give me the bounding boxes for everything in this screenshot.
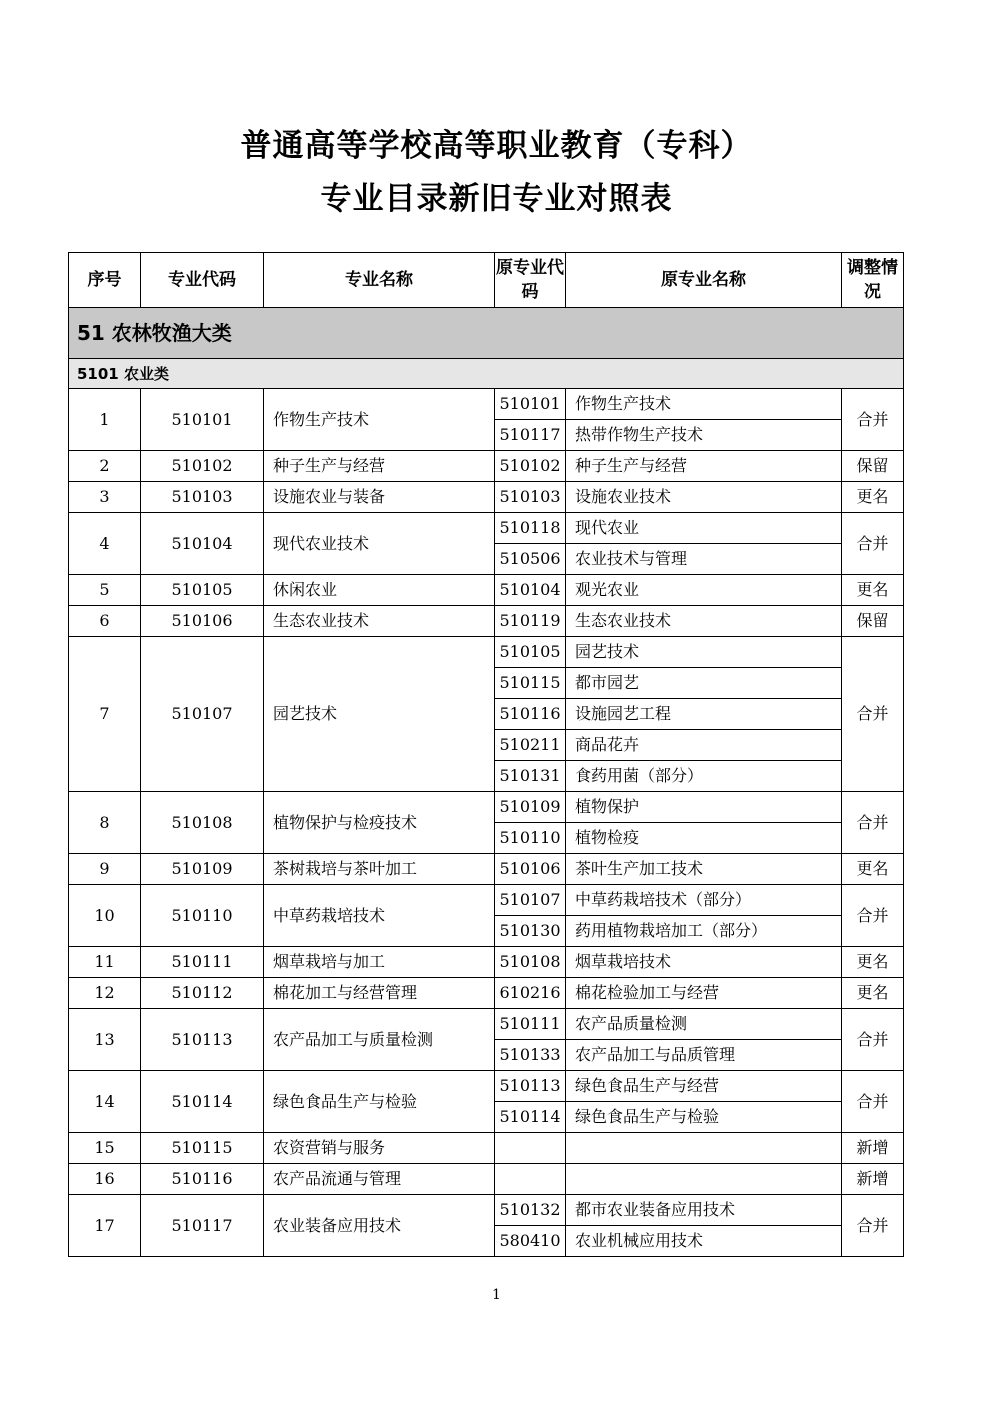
old-name-cell: 烟草栽培技术	[566, 947, 842, 978]
code-cell: 510115	[141, 1133, 264, 1164]
old-name-cell: 作物生产技术	[566, 389, 842, 420]
old-name-cell: 设施农业技术	[566, 482, 842, 513]
subcategory-label: 5101 农业类	[69, 359, 904, 389]
code-cell: 510106	[141, 606, 264, 637]
old-code-cell: 510111	[495, 1009, 566, 1040]
table-header-row	[69, 253, 904, 308]
seq-cell: 11	[69, 947, 141, 978]
status-cell: 合并	[842, 513, 904, 575]
seq-cell: 1	[69, 389, 141, 451]
old-name-cell: 食药用菌（部分）	[566, 761, 842, 792]
status-cell: 更名	[842, 482, 904, 513]
table-row	[69, 978, 904, 1009]
code-cell: 510112	[141, 978, 264, 1009]
table-row	[69, 1195, 904, 1226]
old-code-cell: 510102	[495, 451, 566, 482]
table-row	[69, 947, 904, 978]
code-cell: 510101	[141, 389, 264, 451]
status-cell: 更名	[842, 978, 904, 1009]
old-name-cell: 药用植物栽培加工（部分）	[566, 916, 842, 947]
old-code-cell: 510115	[495, 668, 566, 699]
major-comparison-table	[68, 252, 904, 1257]
old-name-cell: 中草药栽培技术（部分）	[566, 885, 842, 916]
name-cell: 农业装备应用技术	[264, 1195, 495, 1257]
code-cell: 510105	[141, 575, 264, 606]
code-cell: 510109	[141, 854, 264, 885]
name-cell: 种子生产与经营	[264, 451, 495, 482]
old-code-cell: 510101	[495, 389, 566, 420]
old-name-cell: 观光农业	[566, 575, 842, 606]
table-row	[69, 1071, 904, 1102]
code-cell: 510108	[141, 792, 264, 854]
table-row	[69, 575, 904, 606]
seq-cell: 5	[69, 575, 141, 606]
status-cell: 新增	[842, 1133, 904, 1164]
table-row	[69, 451, 904, 482]
old-code-cell: 510105	[495, 637, 566, 668]
name-cell: 绿色食品生产与检验	[264, 1071, 495, 1133]
old-name-cell: 都市园艺	[566, 668, 842, 699]
old-name-cell: 都市农业装备应用技术	[566, 1195, 842, 1226]
status-cell: 合并	[842, 389, 904, 451]
table-row	[69, 792, 904, 823]
old-code-cell: 510113	[495, 1071, 566, 1102]
old-name-cell: 热带作物生产技术	[566, 420, 842, 451]
seq-cell: 15	[69, 1133, 141, 1164]
old-code-cell: 510106	[495, 854, 566, 885]
code-cell: 510110	[141, 885, 264, 947]
seq-cell: 7	[69, 637, 141, 792]
seq-cell: 6	[69, 606, 141, 637]
old-name-cell: 农业机械应用技术	[566, 1226, 842, 1257]
status-cell: 新增	[842, 1164, 904, 1195]
old-name-cell	[566, 1164, 842, 1195]
table-row	[69, 1133, 904, 1164]
header-status: 调整情况	[842, 253, 904, 308]
old-name-cell: 棉花检验加工与经营	[566, 978, 842, 1009]
table-row	[69, 1009, 904, 1040]
status-cell: 合并	[842, 792, 904, 854]
old-code-cell: 610216	[495, 978, 566, 1009]
table-row	[69, 606, 904, 637]
name-cell: 园艺技术	[264, 637, 495, 792]
name-cell: 农产品加工与质量检测	[264, 1009, 495, 1071]
status-cell: 保留	[842, 451, 904, 482]
status-cell: 合并	[842, 1071, 904, 1133]
name-cell: 中草药栽培技术	[264, 885, 495, 947]
old-code-cell	[495, 1133, 566, 1164]
status-cell: 合并	[842, 1009, 904, 1071]
old-code-cell: 510104	[495, 575, 566, 606]
old-name-cell: 绿色食品生产与经营	[566, 1071, 842, 1102]
old-name-cell: 绿色食品生产与检验	[566, 1102, 842, 1133]
seq-cell: 13	[69, 1009, 141, 1071]
old-code-cell: 510110	[495, 823, 566, 854]
status-cell: 合并	[842, 637, 904, 792]
old-code-cell: 510109	[495, 792, 566, 823]
status-cell: 合并	[842, 1195, 904, 1257]
table-row	[69, 885, 904, 916]
old-name-cell: 设施园艺工程	[566, 699, 842, 730]
status-cell: 更名	[842, 575, 904, 606]
old-name-cell: 植物保护	[566, 792, 842, 823]
seq-cell: 16	[69, 1164, 141, 1195]
code-cell: 510103	[141, 482, 264, 513]
table-row	[69, 637, 904, 668]
old-name-cell: 农产品质量检测	[566, 1009, 842, 1040]
seq-cell: 12	[69, 978, 141, 1009]
name-cell: 棉花加工与经营管理	[264, 978, 495, 1009]
seq-cell: 8	[69, 792, 141, 854]
name-cell: 农资营销与服务	[264, 1133, 495, 1164]
code-cell: 510116	[141, 1164, 264, 1195]
old-name-cell	[566, 1133, 842, 1164]
seq-cell: 3	[69, 482, 141, 513]
seq-cell: 4	[69, 513, 141, 575]
code-cell: 510117	[141, 1195, 264, 1257]
name-cell: 休闲农业	[264, 575, 495, 606]
old-code-cell: 510119	[495, 606, 566, 637]
name-cell: 设施农业与装备	[264, 482, 495, 513]
table-row	[69, 1164, 904, 1195]
old-name-cell: 园艺技术	[566, 637, 842, 668]
seq-cell: 2	[69, 451, 141, 482]
name-cell: 作物生产技术	[264, 389, 495, 451]
old-code-cell: 510108	[495, 947, 566, 978]
code-cell: 510107	[141, 637, 264, 792]
table-row	[69, 389, 904, 420]
page-number: 1	[492, 1287, 501, 1303]
status-cell: 更名	[842, 947, 904, 978]
name-cell: 植物保护与检疫技术	[264, 792, 495, 854]
category-row	[69, 308, 904, 359]
old-name-cell: 茶叶生产加工技术	[566, 854, 842, 885]
seq-cell: 9	[69, 854, 141, 885]
table-row	[69, 513, 904, 544]
page-title-line-1: 普通高等学校高等职业教育（专科）	[240, 128, 753, 164]
code-cell: 510114	[141, 1071, 264, 1133]
seq-cell: 17	[69, 1195, 141, 1257]
name-cell: 茶树栽培与茶叶加工	[264, 854, 495, 885]
old-code-cell: 510116	[495, 699, 566, 730]
code-cell: 510111	[141, 947, 264, 978]
old-code-cell: 510107	[495, 885, 566, 916]
code-cell: 510104	[141, 513, 264, 575]
header-old-code: 原专业代码	[495, 253, 566, 308]
code-cell: 510102	[141, 451, 264, 482]
header-name: 专业名称	[264, 253, 495, 308]
name-cell: 现代农业技术	[264, 513, 495, 575]
old-code-cell: 510132	[495, 1195, 566, 1226]
category-label: 51 农林牧渔大类	[69, 308, 904, 359]
header-seq: 序号	[69, 253, 141, 308]
old-code-cell: 510506	[495, 544, 566, 575]
old-code-cell: 510103	[495, 482, 566, 513]
seq-cell: 10	[69, 885, 141, 947]
seq-cell: 14	[69, 1071, 141, 1133]
old-name-cell: 植物检疫	[566, 823, 842, 854]
old-code-cell: 510130	[495, 916, 566, 947]
old-name-cell: 农业技术与管理	[566, 544, 842, 575]
old-code-cell: 510211	[495, 730, 566, 761]
name-cell: 烟草栽培与加工	[264, 947, 495, 978]
old-name-cell: 种子生产与经营	[566, 451, 842, 482]
old-code-cell: 580410	[495, 1226, 566, 1257]
code-cell: 510113	[141, 1009, 264, 1071]
subcategory-row	[69, 359, 904, 389]
old-name-cell: 生态农业技术	[566, 606, 842, 637]
status-cell: 保留	[842, 606, 904, 637]
name-cell: 农产品流通与管理	[264, 1164, 495, 1195]
header-code: 专业代码	[141, 253, 264, 308]
old-name-cell: 商品花卉	[566, 730, 842, 761]
status-cell: 合并	[842, 885, 904, 947]
table-row	[69, 854, 904, 885]
old-code-cell: 510117	[495, 420, 566, 451]
name-cell: 生态农业技术	[264, 606, 495, 637]
old-code-cell: 510133	[495, 1040, 566, 1071]
old-code-cell: 510118	[495, 513, 566, 544]
old-code-cell	[495, 1164, 566, 1195]
old-code-cell: 510114	[495, 1102, 566, 1133]
header-old-name: 原专业名称	[566, 253, 842, 308]
table-row	[69, 482, 904, 513]
old-name-cell: 现代农业	[566, 513, 842, 544]
status-cell: 更名	[842, 854, 904, 885]
old-name-cell: 农产品加工与品质管理	[566, 1040, 842, 1071]
old-code-cell: 510131	[495, 761, 566, 792]
page-title-line-2: 专业目录新旧专业对照表	[320, 181, 673, 217]
